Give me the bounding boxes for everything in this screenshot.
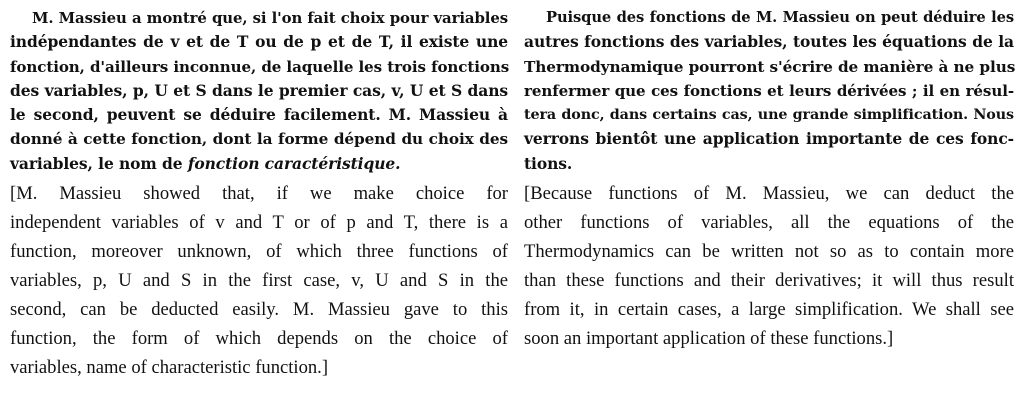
left-column [10, 6, 508, 382]
text-line [10, 152, 508, 176]
text-line: [M. Massieu showed that, if we make choice for [10, 183, 508, 205]
english-translation-left [10, 180, 508, 382]
text-line: Puisque des fonctions de M. Massieu on peut déduire les [546, 9, 1014, 26]
text-line: function, the form of which depends on the choice of [10, 327, 508, 349]
text-line: second, can be deducted easily. M. Massieu gave to this [10, 298, 508, 320]
text-line: le second, peuvent se déduire facilement. M. Massieu à [10, 105, 508, 125]
text-line: variables, name of characteristic function.] [10, 356, 329, 378]
french-paragraph-left [10, 6, 508, 176]
text-fragment: variables, le nom de [10, 153, 188, 173]
text-line: Thermodynamics can be written not so as to contain more [524, 240, 1014, 262]
text-line: fonction, d'ailleurs inconnue, de laquelle les trois fonctions [10, 57, 510, 76]
text-line: function, moreover unknown, of which three functions of [10, 240, 508, 262]
text-line: independent variables of v and T or of p and T, there is a [10, 211, 508, 233]
right-column [524, 6, 1014, 354]
text-line: variables, p, U and S in the first case, v, U and S in the [10, 269, 508, 291]
text-line: than these functions and their derivatives; it will thus result [524, 269, 1014, 291]
text-line: M. Massieu a montré que, si l'on fait choix pour variables [32, 9, 508, 27]
text-line: verrons bientôt une application importante de ces fonc- [524, 129, 1014, 149]
text-line: other functions of variables, all the equations of the [524, 211, 1014, 233]
text-line: des variables, p, U et S dans le premier cas, v, U et S dans [10, 80, 508, 100]
text-line: from it, in certain cases, a large simplification. We shall see [524, 298, 1014, 320]
english-translation-right [524, 180, 1014, 353]
text-line: autres fonctions des variables, toutes les équations de la [524, 32, 1014, 52]
text-line: donné à cette fonction, dont la forme dépend du choix des [10, 130, 508, 149]
text-line: renfermer que ces fonctions et leurs dérivées ; il en résul- [524, 81, 1014, 100]
text-line: soon an important application of these functions.] [524, 327, 894, 349]
text-line: tions. [524, 153, 573, 173]
text-line: tera donc, dans certains cas, une grande simplification. Nous [524, 107, 1014, 124]
text-line: Thermodynamique pourront s'écrire de manière à ne plus [524, 57, 1016, 76]
french-paragraph-right [524, 6, 1014, 176]
emphasis-term: fonction caractéristique. [187, 153, 401, 173]
text-line: indépendantes de v et de T ou de p et de T, il existe une [10, 32, 508, 52]
text-line: [Because functions of M. Massieu, we can deduct the [524, 183, 1014, 205]
